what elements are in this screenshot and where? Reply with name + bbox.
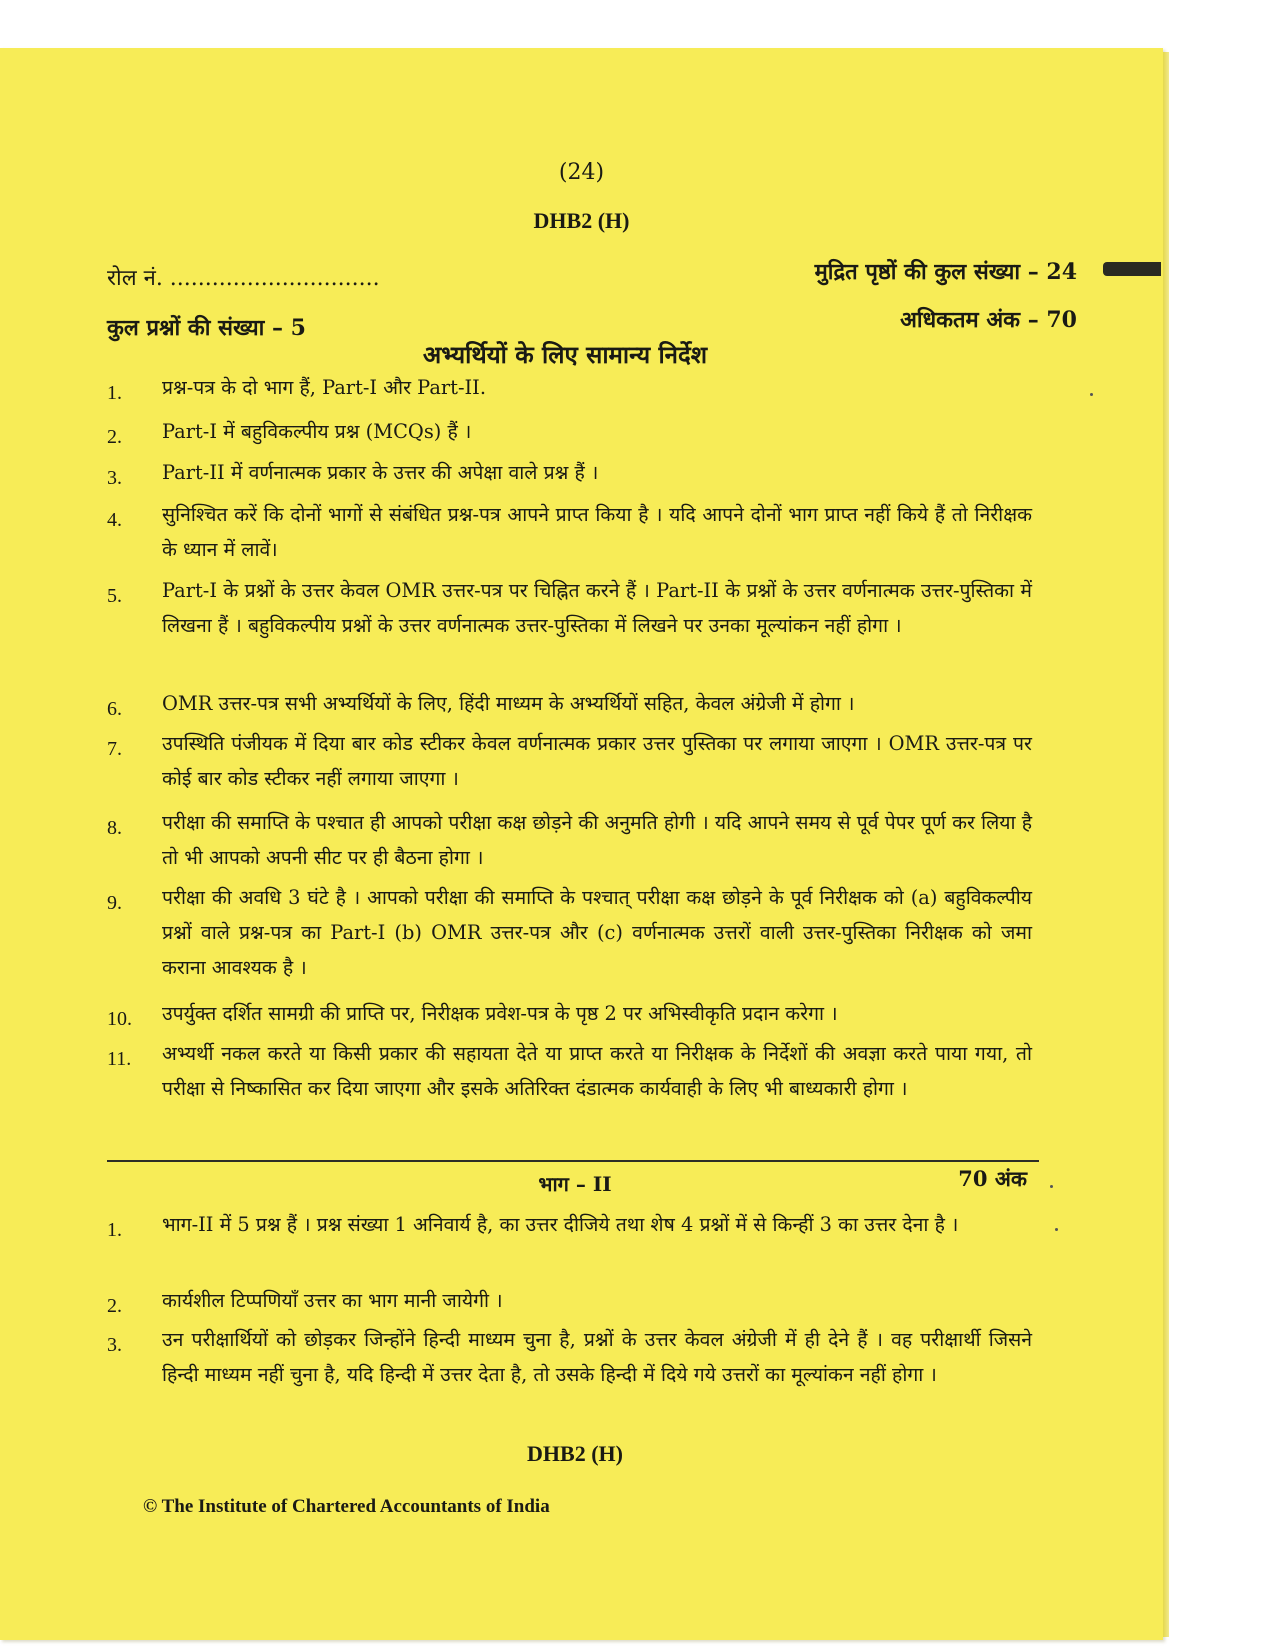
paper-edge (1163, 52, 1169, 1637)
part2-instruction-item (107, 1283, 1032, 1318)
instruction-item (107, 686, 1032, 721)
instruction-text: Part-I के प्रश्नों के उत्तर केवल OMR उत्तर-पत्र पर चिह्नित करने हैं । Part-II के प्रश्नों के उत्तर वर्णनात्मक उत्तर-पुस्तिका में लिखना हैं । बहुविकल्पीय प्रश्नों के उत्तर वर्णनात्मक उत्तर-पुस्तिका में लिखने पर उनका मूल्यांकन नहीं होगा । (162, 579, 1032, 637)
instruction-number: 9. (107, 892, 122, 914)
print-speck (1055, 1228, 1058, 1231)
instruction-text: Part-II में वर्णनात्मक प्रकार के उत्तर की अपेक्षा वाले प्रश्न हैं । (162, 461, 599, 484)
roll-number-field: रोल नं. .............................. (107, 266, 380, 291)
print-speck (1090, 393, 1093, 396)
instruction-item (107, 370, 1032, 405)
instruction-item (107, 455, 1032, 490)
instruction-number: 2. (107, 426, 122, 448)
page-edge-marker (1103, 262, 1161, 276)
instruction-text: उपर्युक्त दर्शित सामग्री की प्राप्ति पर, निरीक्षक प्रवेश-पत्र के पृष्ठ 2 पर अभिस्वीकृति प्रदान करेगा । (162, 1002, 838, 1025)
instruction-text: भाग-II में 5 प्रश्न हैं । प्रश्न संख्या 1 अनिवार्य है, का उत्तर दीजिये तथा शेष 4 प्रश्नों में से किन्हीं 3 का उत्तर देना है । (162, 1213, 959, 1236)
instruction-item (107, 996, 1032, 1031)
instruction-text: परीक्षा की अवधि 3 घंटे है । आपको परीक्षा की समाप्ति के पश्चात् परीक्षा कक्ष छोड़ने के पूर्व निरीक्षक को (a) बहुविकल्पीय प्रश्नों वाले प्रश्न-पत्र का Part-I (b) OMR उत्तर-पत्र और (c) वर्णनात्मक उत्तरों वाली उत्तर-पुस्तिका निरीक्षक को जमा कराना आवश्यक है । (162, 886, 1032, 979)
part2-marks: 70 अंक (958, 1166, 1027, 1191)
instruction-item (107, 414, 1032, 449)
instruction-number: 7. (107, 738, 122, 760)
instruction-item (107, 880, 1032, 985)
instruction-text: कार्यशील टिप्पणियाँ उत्तर का भाग मानी जायेगी । (162, 1289, 503, 1312)
instruction-item (107, 726, 1032, 796)
section-divider (107, 1160, 1039, 1162)
instruction-text: उपस्थिति पंजीयक में दिया बार कोड स्टीकर केवल वर्णनात्मक प्रकार उत्तर पुस्तिका पर लगाया जाएगा । OMR उत्तर-पत्र पर कोई बार कोड स्टीकर नहीं लगाया जाएगा । (162, 732, 1032, 790)
instructions-heading: अभ्यर्थियों के लिए सामान्य निर्देश (422, 340, 708, 369)
instruction-number: 1. (107, 1219, 122, 1241)
instruction-number: 2. (107, 1295, 122, 1317)
paper-code-footer: DHB2 (H) (527, 1441, 623, 1466)
instruction-number: 6. (107, 698, 122, 720)
instruction-number: 11. (107, 1048, 132, 1070)
part2-instruction-item (107, 1207, 1032, 1242)
instruction-number: 1. (107, 382, 122, 404)
total-questions-count: कुल प्रश्नों की संख्या – 5 (107, 315, 306, 341)
printed-pages-count: मुद्रित पृष्ठों की कुल संख्या – 24 (814, 259, 1077, 285)
instruction-number: 8. (107, 817, 122, 839)
instruction-item (107, 805, 1032, 875)
part2-heading: भाग – II (538, 1172, 612, 1196)
instruction-number: 5. (107, 585, 122, 607)
instruction-number: 3. (107, 1334, 122, 1356)
instruction-text: प्रश्न-पत्र के दो भाग हैं, Part-I और Part-II. (162, 376, 487, 399)
page-number: (24) (558, 160, 605, 185)
copyright-notice: © The Institute of Chartered Accountants of India (143, 1496, 550, 1517)
instruction-number: 4. (107, 509, 122, 531)
instruction-text: सुनिश्चित करें कि दोनों भागों से संबंधित प्रश्न-पत्र आपने प्राप्त किया है । यदि आपने दोनों भाग प्राप्त नहीं किये हैं तो निरीक्षक के ध्यान में लावें। (162, 503, 1032, 561)
instruction-number: 3. (107, 467, 122, 489)
instruction-text: अभ्यर्थी नकल करते या किसी प्रकार की सहायता देते या प्राप्त करते या निरीक्षक के निर्देशों की अवज्ञा करते पाया गया, तो परीक्षा से निष्कासित कर दिया जाएगा और इसके अतिरिक्त दंडात्मक कार्यवाही के लिए भी बाध्यकारी होगा । (162, 1042, 1032, 1100)
instruction-item (107, 497, 1032, 567)
paper-code-header: DHB2 (H) (533, 208, 630, 233)
instruction-number: 10. (107, 1008, 132, 1030)
instruction-text: उन परीक्षार्थियों को छोड़कर जिन्होंने हिन्दी माध्यम चुना है, प्रश्नों के उत्तर केवल अंग्रेजी में ही देने हैं । वह परीक्षार्थी जिसने हिन्दी माध्यम नहीं चुना है, यदि हिन्दी में उत्तर देता है, तो उसके हिन्दी में दिये गये उत्तरों का मूल्यांकन नहीं होगा । (162, 1328, 1032, 1386)
instruction-item (107, 573, 1032, 643)
instruction-item (107, 1036, 1032, 1106)
part2-instruction-item (107, 1322, 1032, 1392)
instruction-text: OMR उत्तर-पत्र सभी अभ्यर्थियों के लिए, हिंदी माध्यम के अभ्यर्थियों सहित, केवल अंग्रेजी में होगा । (162, 692, 855, 715)
instruction-text: Part-I में बहुविकल्पीय प्रश्न (MCQs) हैं । (162, 420, 472, 443)
instruction-text: परीक्षा की समाप्ति के पश्चात ही आपको परीक्षा कक्ष छोड़ने की अनुमति होगी । यदि आपने समय से पूर्व पेपर पूर्ण कर लिया है तो भी आपको अपनी सीट पर ही बैठना होगा । (162, 811, 1032, 869)
maximum-marks: अधिकतम अंक – 70 (900, 307, 1077, 333)
